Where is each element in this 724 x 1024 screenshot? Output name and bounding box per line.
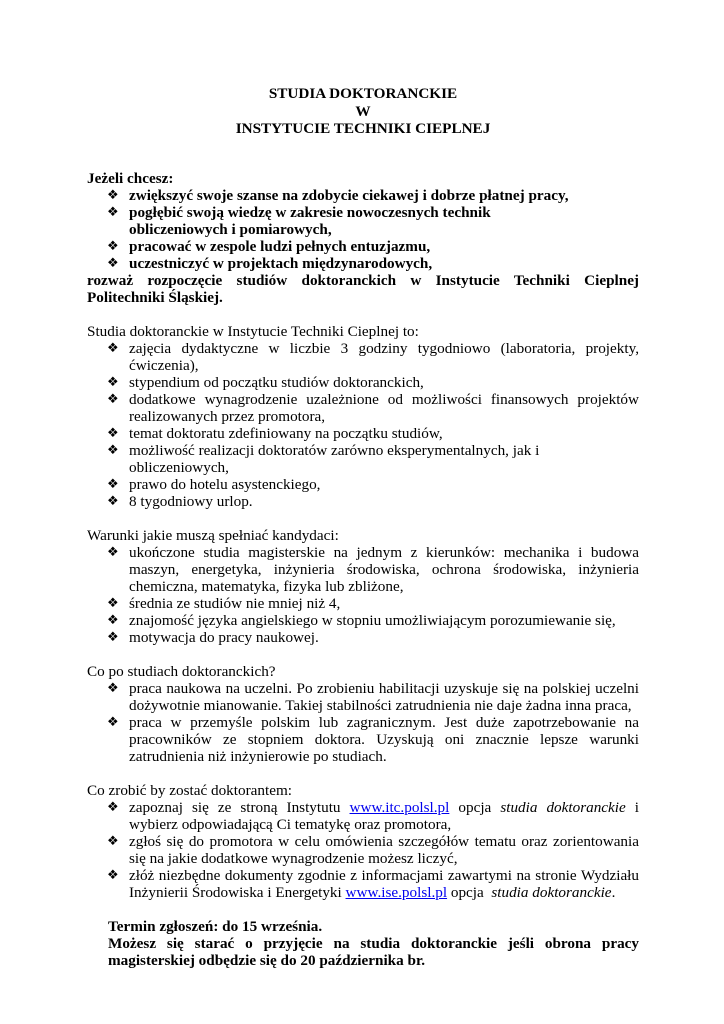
diamond-bullet-icon: ❖ [107, 238, 119, 254]
diamond-bullet-icon: ❖ [107, 714, 119, 730]
diamond-bullet-icon: ❖ [107, 476, 119, 492]
diamond-bullet-icon: ❖ [107, 680, 119, 696]
deadline-note: Możesz się starać o przyjęcie na studia doktoranckie jeśli obrona pracy magisterskiej odbędzie się do 20 października br. [108, 934, 639, 969]
diamond-bullet-icon: ❖ [107, 425, 119, 441]
list-item: ❖ praca w przemyśle polskim lub zagranicznym. Jest duże zapotrzebowanie na pracowników ze stopniem doktora. Uzyskują oni znacznie lepsze warunki zatrudnienia niż inżynierowie po studiach. [107, 713, 639, 765]
list-item: ❖ praca naukowa na uczelni. Po zrobieniu habilitacji uzyskuje się na polskiej uczelni dożywotnie mianowanie. Takiej stabilności zatrudnienia nie daje żadna inna praca, [107, 679, 639, 714]
after-section [87, 663, 639, 765]
offer-lead: Studia doktoranckie w Instytucie Techniki Cieplnej to: [87, 322, 419, 340]
diamond-bullet-icon: ❖ [107, 867, 119, 883]
diamond-bullet-icon: ❖ [107, 255, 119, 271]
list-item: ❖ temat doktoratu zdefiniowany na początku studiów, [107, 424, 443, 442]
list-item: ❖ znajomość języka angielskiego w stopniu umożliwiającym porozumiewanie się, [107, 611, 616, 629]
howto-list [87, 799, 639, 901]
intro-lead: Jeżeli chcesz: [87, 169, 174, 187]
after-list [87, 680, 639, 765]
offer-section [87, 323, 639, 510]
list-item: ❖ uczestniczyć w projektach międzynarodowych, [107, 254, 433, 272]
diamond-bullet-icon: ❖ [107, 442, 119, 458]
deadline-date: Termin zgłoszeń: do 15 września. [108, 917, 323, 935]
diamond-bullet-icon: ❖ [107, 187, 119, 203]
requirements-list [87, 544, 639, 646]
intro-section [87, 170, 639, 306]
diamond-bullet-icon: ❖ [107, 340, 119, 356]
list-item: ❖ złóż niezbędne dokumenty zgodnie z informacjami zawartymi na stronie Wydziału Inżynierii Środowiska i Energetyki www.ise.polsl.pl opcja studia doktoranckie. [107, 866, 639, 901]
ise-website-link[interactable]: www.ise.polsl.pl [345, 883, 448, 901]
list-item: ❖ prawo do hotelu asystenckiego, [107, 475, 321, 493]
list-item: ❖ stypendium od początku studiów doktoranckich, [107, 373, 424, 391]
title-line-2: W [355, 102, 371, 120]
list-item: ❖ zgłoś się do promotora w celu omówienia szczegółów tematu oraz zorientowania się na jakie dodatkowe wynagrodzenie możesz liczyć, [107, 832, 639, 867]
list-item: ❖ pogłębić swoją wiedzę w zakresie nowoczesnych technik obliczeniowych i pomiarowych, [107, 203, 491, 238]
diamond-bullet-icon: ❖ [107, 374, 119, 390]
list-item: ❖ ukończone studia magisterskie na jednym z kierunków: mechanika i budowa maszyn, energetyka, inżynieria środowiska, ochrona środowiska, inżynieria chemiczna, matematyka, fizyka lub zbliżone, [107, 543, 639, 595]
document-title [87, 85, 639, 138]
list-item: ❖ zwiększyć swoje szanse na zdobycie ciekawej i dobrze płatnej pracy, [107, 186, 569, 204]
list-item: ❖ zapoznaj się ze stroną Instytutu www.itc.polsl.pl opcja studia doktoranckie i wybierz odpowiadającą Ci tematykę oraz promotora, [107, 798, 639, 833]
diamond-bullet-icon: ❖ [107, 612, 119, 628]
itc-website-link[interactable]: www.itc.polsl.pl [349, 798, 450, 816]
list-item: ❖ średnia ze studiów nie mniej niż 4, [107, 594, 341, 612]
list-item: ❖ pracować w zespole ludzi pełnych entuzjazmu, [107, 237, 431, 255]
document-page [87, 85, 639, 969]
diamond-bullet-icon: ❖ [107, 595, 119, 611]
title-line-1: STUDIA DOKTORANCKIE [268, 85, 458, 102]
list-item: ❖ 8 tygodniowy urlop. [107, 492, 253, 510]
howto-section [87, 782, 639, 901]
diamond-bullet-icon: ❖ [107, 544, 119, 560]
intro-list [87, 187, 639, 272]
diamond-bullet-icon: ❖ [107, 629, 119, 645]
list-item: ❖ motywacja do pracy naukowej. [107, 628, 319, 646]
offer-list [87, 340, 639, 510]
list-item: ❖ możliwość realizacji doktoratów zarówno eksperymentalnych, jak i obliczeniowych, [107, 441, 540, 476]
diamond-bullet-icon: ❖ [107, 493, 119, 509]
list-item: ❖ dodatkowe wynagrodzenie uzależnione od możliwości finansowych projektów realizowanych przez promotora, [107, 390, 639, 425]
requirements-lead: Warunki jakie muszą spełniać kandydaci: [87, 526, 339, 544]
deadline-section [87, 918, 639, 969]
diamond-bullet-icon: ❖ [107, 204, 119, 220]
after-lead: Co po studiach doktoranckich? [87, 662, 276, 680]
intro-closing: rozważ rozpoczęcie studiów doktoranckich w Instytucie Techniki Cieplnej Politechniki Śląskiej. [87, 271, 639, 306]
diamond-bullet-icon: ❖ [107, 391, 119, 407]
title-line-3: INSTYTUCIE TECHNIKI CIEPLNEJ [235, 120, 491, 137]
requirements-section [87, 527, 639, 646]
diamond-bullet-icon: ❖ [107, 833, 119, 849]
list-item: ❖ zajęcia dydaktyczne w liczbie 3 godziny tygodniowo (laboratoria, projekty, ćwiczenia), [107, 339, 639, 374]
howto-lead: Co zrobić by zostać doktorantem: [87, 781, 292, 799]
diamond-bullet-icon: ❖ [107, 799, 119, 815]
